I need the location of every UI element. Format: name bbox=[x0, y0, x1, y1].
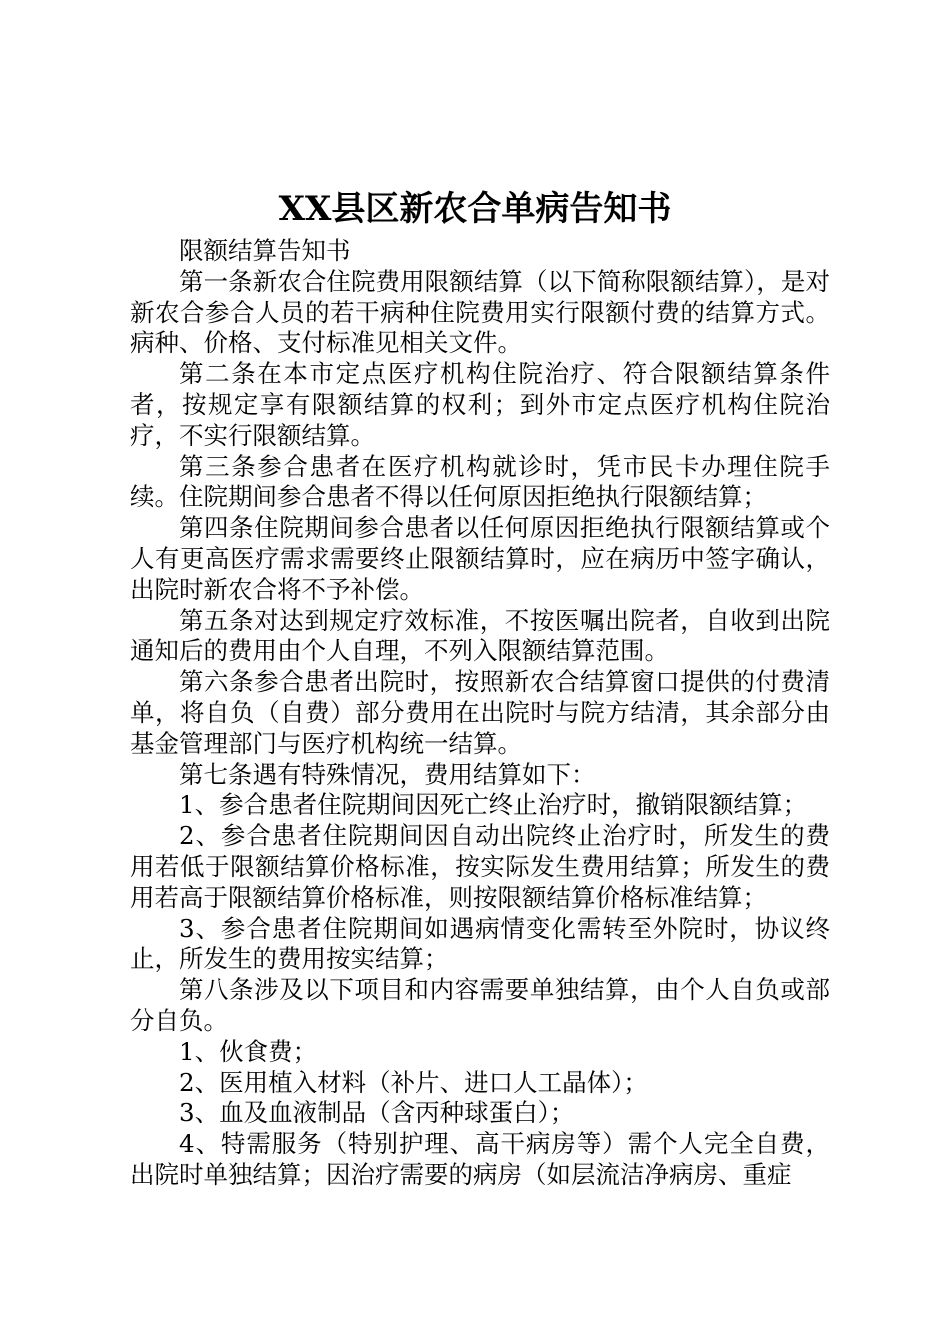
paragraph-article-8: 第八条涉及以下项目和内容需要单独结算，由个人自负或部分自负。 bbox=[130, 975, 830, 1035]
paragraph-article-1: 第一条新农合住院费用限额结算（以下简称限额结算），是对新农合参合人员的若干病种住院费用实行限额付费的结算方式。病种、价格、支付标准见相关文件。 bbox=[130, 266, 830, 358]
paragraph-article-7: 第七条遇有特殊情况，费用结算如下： bbox=[179, 759, 596, 789]
paragraph-article-8-item-3: 3、血及血液制品（含丙种球蛋白）； bbox=[179, 1098, 575, 1128]
paragraph-article-4: 第四条住院期间参合患者以任何原因拒绝执行限额结算或个人有更高医疗需求需要终止限额结算时，应在病历中签字确认，出院时新农合将不予补偿。 bbox=[130, 513, 830, 604]
paragraph-subtitle: 限额结算告知书 bbox=[179, 236, 351, 265]
paragraph-article-6: 第六条参合患者出院时，按照新农合结算窗口提供的付费清单，将自负（自费）部分费用在出院时与院方结清，其余部分由基金管理部门与医疗机构统一结算。 bbox=[130, 667, 830, 758]
paragraph-article-2: 第二条在本市定点医疗机构住院治疗、符合限额结算条件者，按规定享有限额结算的权利；到外市定点医疗机构住院治疗，不实行限额结算。 bbox=[130, 359, 830, 450]
paragraph-article-3: 第三条参合患者在医疗机构就诊时，凭市民卡办理住院手续。住院期间参合患者不得以任何原因拒绝执行限额结算； bbox=[130, 451, 830, 512]
document-body bbox=[130, 236, 830, 1191]
paragraph-article-8-item-1: 1、伙食费； bbox=[179, 1036, 318, 1066]
paragraph-article-8-item-4: 4、特需服务（特别护理、高干病房等）需个人完全自费，出院时单独结算；因治疗需要的病房（如层流洁净病房、重症 bbox=[130, 1129, 830, 1189]
paragraph-article-7-item-1: 1、参合患者住院期间因死亡终止治疗时，撤销限额结算； bbox=[179, 790, 808, 820]
paragraph-article-5: 第五条对达到规定疗效标准，不按医嘱出院者，自收到出院通知后的费用由个人自理，不列入限额结算范围。 bbox=[130, 605, 830, 666]
document-title: XX县区新农合单病告知书 bbox=[278, 189, 672, 229]
paragraph-article-7-item-3: 3、参合患者住院期间如遇病情变化需转至外院时，协议终止，所发生的费用按实结算； bbox=[130, 913, 830, 974]
paragraph-article-8-item-2: 2、医用植入材料（补片、进口人工晶体）； bbox=[179, 1067, 648, 1097]
paragraph-article-7-item-2: 2、参合患者住院期间因自动出院终止治疗时，所发生的费用若低于限额结算价格标准，按实际发生费用结算；所发生的费用若高于限额结算价格标准，则按限额结算价格标准结算； bbox=[130, 821, 830, 912]
